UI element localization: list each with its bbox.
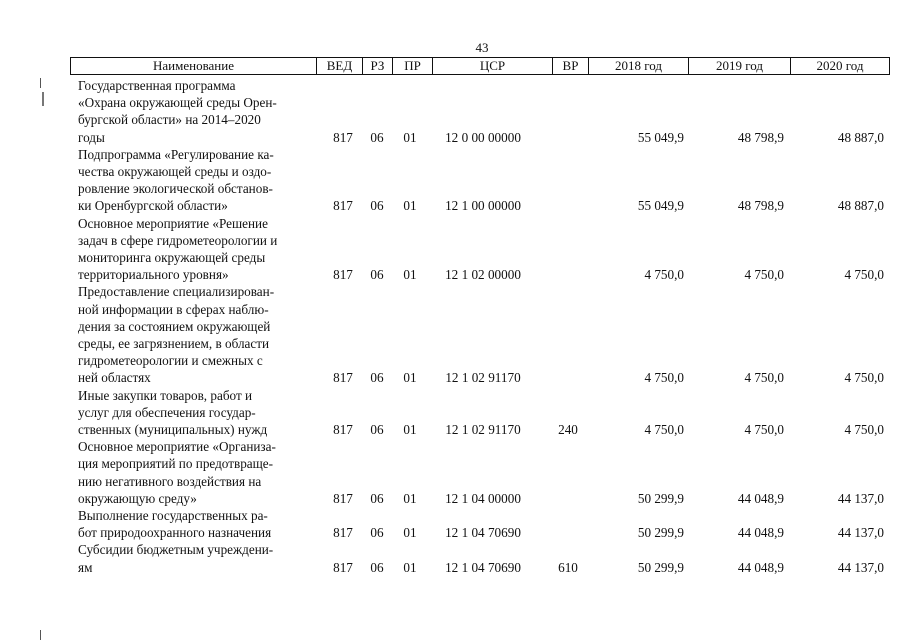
- cell-csr: 12 1 02 91170: [445, 370, 521, 386]
- row-name-line: ки Оренбургской области»: [78, 198, 228, 214]
- cell-y2018: 55 049,9: [637, 198, 684, 214]
- table-row: [78, 541, 888, 575]
- cell-csr: 12 1 02 91170: [445, 421, 521, 437]
- table-row: [78, 387, 888, 439]
- row-name: [78, 387, 310, 439]
- row-name-line: услуг для обеспечения государ-: [78, 404, 256, 420]
- cell-csr: 12 0 00 00000: [445, 129, 521, 145]
- row-name: [78, 507, 310, 541]
- row-name-line: мониторинга окружающей среды: [78, 250, 266, 265]
- cell-y2019: 48 798,9: [737, 129, 784, 145]
- cell-y2019: 44 048,9: [737, 490, 784, 506]
- cell-y2018: 50 299,9: [637, 525, 684, 541]
- header-csr: ЦСР: [479, 58, 506, 73]
- header-rz: РЗ: [370, 58, 385, 73]
- cell-y2019: 4 750,0: [744, 370, 784, 386]
- margin-mark: [42, 92, 44, 106]
- row-name-line: ной информации в сферах наблю-: [78, 301, 269, 317]
- cell-ved: 817: [333, 559, 353, 575]
- cell-pr: 01: [403, 525, 417, 541]
- cell-csr: 12 1 02 00000: [445, 267, 521, 283]
- cell-pr: 01: [403, 421, 417, 437]
- table-row: [78, 77, 888, 146]
- row-name-line: Подпрограмма «Регулирование ка-: [78, 146, 274, 162]
- margin-mark: [40, 630, 41, 640]
- row-name-line: окружающую среду»: [78, 490, 197, 506]
- cell-y2019: 4 750,0: [744, 421, 784, 437]
- row-name-line: задач в сфере гидрометеорологии и: [78, 232, 278, 248]
- cell-y2018: 4 750,0: [644, 370, 684, 386]
- row-name-line: Предоставление специализирован-: [78, 284, 275, 300]
- cell-rz: 06: [370, 129, 384, 145]
- header-divider: [889, 57, 890, 75]
- row-name-line: бот природоохранного назначения: [78, 525, 272, 541]
- cell-ved: 817: [333, 267, 353, 283]
- cell-pr: 01: [403, 370, 417, 386]
- cell-vr: 240: [558, 421, 578, 437]
- cell-pr: 01: [403, 198, 417, 214]
- row-name-line: годы: [78, 129, 105, 145]
- cell-y2020: 44 137,0: [837, 559, 884, 575]
- header-bottom-rule: [70, 74, 890, 75]
- row-name-line: Иные закупки товаров, работ и: [78, 387, 253, 403]
- cell-y2019: 48 798,9: [737, 198, 784, 214]
- header-2018: 2018 год: [615, 58, 662, 73]
- cell-rz: 06: [370, 421, 384, 437]
- header-2020: 2020 год: [816, 58, 864, 73]
- cell-y2020: 44 137,0: [837, 525, 884, 541]
- row-name-line: Государственная программа: [78, 78, 236, 93]
- row-name: [78, 438, 310, 507]
- table-row: [78, 507, 888, 541]
- cell-ved: 817: [333, 421, 353, 437]
- cell-csr: 12 1 00 00000: [445, 198, 521, 214]
- row-name-line: дения за состоянием окружающей: [78, 318, 271, 334]
- row-name-line: «Охрана окружающей среды Орен-: [78, 95, 277, 111]
- cell-ved: 817: [333, 490, 353, 506]
- row-name-line: чества окружающей среды и оздо-: [78, 164, 272, 179]
- row-name: [78, 146, 310, 215]
- row-name: [78, 541, 310, 575]
- cell-csr: 12 1 04 00000: [445, 490, 521, 506]
- row-name-line: ней областях: [78, 370, 151, 386]
- row-name-line: бургской области» на 2014–2020: [78, 112, 261, 128]
- cell-vr: 610: [558, 559, 578, 575]
- row-name-line: Субсидии бюджетным учреждени-: [78, 542, 274, 558]
- row-name-line: ровление экологической обстанов-: [78, 181, 273, 197]
- cell-pr: 01: [403, 490, 417, 506]
- cell-ved: 817: [333, 198, 353, 214]
- row-name-line: Выполнение государственных ра-: [78, 508, 268, 523]
- header-2019: 2019 год: [716, 58, 763, 73]
- cell-ved: 817: [333, 525, 353, 541]
- cell-ved: 817: [333, 370, 353, 386]
- row-name-line: Основное мероприятие «Решение: [78, 215, 268, 231]
- cell-rz: 06: [370, 198, 384, 214]
- cell-rz: 06: [370, 267, 384, 283]
- cell-y2020: 48 887,0: [837, 198, 884, 214]
- cell-csr: 12 1 04 70690: [445, 559, 521, 575]
- cell-pr: 01: [403, 559, 417, 575]
- cell-y2019: 44 048,9: [737, 559, 784, 575]
- row-name-line: территориального уровня»: [78, 267, 229, 283]
- cell-ved: 817: [333, 129, 353, 145]
- cell-pr: 01: [403, 267, 417, 283]
- header-ved: ВЕД: [326, 58, 353, 73]
- page-number: 43: [475, 40, 489, 55]
- row-name-line: Основное мероприятие «Организа-: [78, 439, 276, 455]
- margin-mark: [40, 78, 41, 88]
- row-name-line: ям: [78, 559, 93, 575]
- header-pr: ПР: [404, 58, 421, 73]
- row-name: [78, 215, 310, 284]
- cell-y2020: 48 887,0: [837, 129, 884, 145]
- cell-y2018: 50 299,9: [637, 490, 684, 506]
- row-name: [78, 283, 310, 386]
- table-row: [78, 146, 888, 215]
- cell-y2020: 44 137,0: [837, 490, 884, 506]
- cell-rz: 06: [370, 490, 384, 506]
- header-name: Наименование: [153, 58, 234, 73]
- row-name: [78, 77, 310, 146]
- row-name-line: нию негативного воздействия на: [78, 473, 262, 489]
- cell-rz: 06: [370, 370, 384, 386]
- cell-y2019: 44 048,9: [737, 525, 784, 541]
- cell-y2018: 4 750,0: [644, 421, 684, 437]
- row-name-line: ция мероприятий по предотвраще-: [78, 456, 274, 472]
- cell-csr: 12 1 04 70690: [445, 525, 521, 541]
- cell-y2019: 4 750,0: [744, 267, 784, 283]
- cell-rz: 06: [370, 525, 384, 541]
- cell-y2018: 50 299,9: [637, 559, 684, 575]
- cell-y2018: 55 049,9: [637, 129, 684, 145]
- row-name-line: ственных (муниципальных) нужд: [78, 422, 268, 437]
- cell-rz: 06: [370, 559, 384, 575]
- table-row: [78, 283, 888, 386]
- row-name-line: среды, ее загрязнением, в области: [78, 336, 270, 351]
- table-row: [78, 215, 888, 284]
- row-name-line: гидрометеорологии и смежных с: [78, 353, 263, 369]
- header-vr: ВР: [562, 58, 579, 73]
- cell-y2020: 4 750,0: [844, 370, 884, 386]
- cell-y2018: 4 750,0: [644, 267, 684, 283]
- table-row: [78, 438, 888, 507]
- cell-pr: 01: [403, 129, 417, 145]
- cell-y2020: 4 750,0: [844, 267, 884, 283]
- cell-y2020: 4 750,0: [844, 421, 884, 437]
